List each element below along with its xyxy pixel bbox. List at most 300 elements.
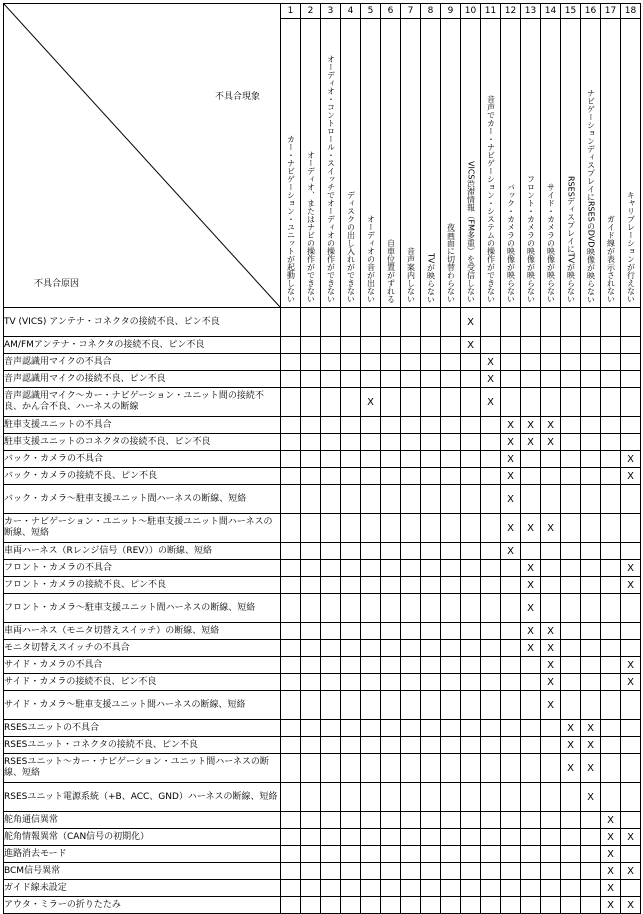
mark-cell: [361, 897, 381, 914]
mark-cell: [621, 388, 641, 417]
mark-cell: [621, 514, 641, 543]
mark-cell: [281, 485, 301, 514]
column-number: 1: [281, 4, 301, 19]
mark-cell: [301, 485, 321, 514]
mark-cell: [301, 308, 321, 337]
mark-cell: X: [601, 829, 621, 846]
mark-cell: [421, 783, 441, 812]
mark-cell: [281, 468, 301, 485]
mark-cell: [321, 434, 341, 451]
mark-cell: [501, 897, 521, 914]
mark-cell: [321, 354, 341, 371]
mark-cell: [581, 691, 601, 720]
mark-cell: [301, 594, 321, 623]
mark-cell: [361, 451, 381, 468]
mark-cell: [381, 640, 401, 657]
column-number: 8: [421, 4, 441, 19]
mark-cell: [401, 691, 421, 720]
mark-cell: X: [601, 880, 621, 897]
mark-cell: [421, 577, 441, 594]
fault-cause: ガイド線未設定: [4, 880, 281, 897]
mark-cell: [561, 880, 581, 897]
mark-cell: [561, 451, 581, 468]
mark-cell: [561, 543, 581, 560]
mark-cell: [321, 388, 341, 417]
mark-cell: [621, 354, 641, 371]
mark-cell: [541, 829, 561, 846]
mark-cell: [381, 485, 401, 514]
mark-cell: [461, 623, 481, 640]
mark-cell: X: [501, 485, 521, 514]
mark-cell: [341, 308, 361, 337]
mark-cell: [441, 543, 461, 560]
mark-cell: [561, 514, 581, 543]
mark-cell: X: [541, 640, 561, 657]
mark-cell: [441, 468, 461, 485]
fault-row: [4, 657, 641, 674]
mark-cell: X: [581, 783, 601, 812]
mark-cell: [361, 371, 381, 388]
mark-cell: [441, 783, 461, 812]
symptom-header: [601, 19, 621, 308]
mark-cell: [361, 812, 381, 829]
mark-cell: [321, 594, 341, 623]
mark-cell: [421, 485, 441, 514]
mark-cell: [581, 560, 601, 577]
symptom-header: [401, 19, 421, 308]
mark-cell: [381, 417, 401, 434]
mark-cell: [441, 812, 461, 829]
mark-cell: [361, 737, 381, 754]
mark-cell: [561, 691, 581, 720]
mark-cell: [581, 434, 601, 451]
mark-cell: [601, 485, 621, 514]
symptom-header: [441, 19, 461, 308]
mark-cell: [321, 371, 341, 388]
column-number: 9: [441, 4, 461, 19]
mark-cell: [481, 543, 501, 560]
mark-cell: X: [581, 737, 601, 754]
mark-cell: [301, 657, 321, 674]
mark-cell: [481, 720, 501, 737]
mark-cell: [541, 308, 561, 337]
mark-cell: [541, 880, 561, 897]
fault-row: [4, 754, 641, 783]
mark-cell: [501, 388, 521, 417]
mark-cell: [301, 829, 321, 846]
mark-cell: [421, 388, 441, 417]
mark-cell: [421, 417, 441, 434]
mark-cell: [421, 514, 441, 543]
mark-cell: X: [521, 623, 541, 640]
mark-cell: [401, 371, 421, 388]
mark-cell: [481, 308, 501, 337]
mark-cell: X: [461, 337, 481, 354]
fault-row: [4, 468, 641, 485]
mark-cell: [561, 337, 581, 354]
mark-cell: [481, 468, 501, 485]
mark-cell: [401, 720, 421, 737]
mark-cell: [501, 594, 521, 623]
mark-cell: [381, 657, 401, 674]
mark-cell: [481, 897, 501, 914]
mark-cell: X: [541, 691, 561, 720]
mark-cell: [501, 657, 521, 674]
mark-cell: [461, 434, 481, 451]
fault-row: [4, 783, 641, 812]
mark-cell: [341, 543, 361, 560]
mark-cell: [601, 674, 621, 691]
mark-cell: [581, 543, 601, 560]
fault-row: [4, 691, 641, 720]
mark-cell: X: [621, 577, 641, 594]
mark-cell: [361, 880, 381, 897]
mark-cell: [621, 434, 641, 451]
mark-cell: [561, 577, 581, 594]
mark-cell: [401, 846, 421, 863]
symptom-label: 音声案内しない: [406, 247, 416, 303]
mark-cell: [281, 691, 301, 720]
mark-cell: [401, 594, 421, 623]
mark-cell: [401, 754, 421, 783]
mark-cell: [521, 783, 541, 812]
column-number: 7: [401, 4, 421, 19]
fault-row: [4, 308, 641, 337]
mark-cell: X: [541, 623, 561, 640]
mark-cell: [461, 720, 481, 737]
symptom-label: ナビゲーションディスプレイにRSESのDVD映像が映らない: [586, 88, 596, 303]
mark-cell: [621, 543, 641, 560]
mark-cell: [461, 543, 481, 560]
mark-cell: [361, 846, 381, 863]
mark-cell: [461, 417, 481, 434]
mark-cell: [521, 754, 541, 783]
mark-cell: X: [521, 594, 541, 623]
symptom-label: オーディオの音が出ない: [366, 215, 376, 303]
mark-cell: [621, 720, 641, 737]
mark-cell: X: [621, 863, 641, 880]
mark-cell: [621, 737, 641, 754]
mark-cell: [461, 354, 481, 371]
fault-cause: バック・カメラの不具合: [4, 451, 281, 468]
mark-cell: [361, 783, 381, 812]
column-number: 3: [321, 4, 341, 19]
mark-cell: [321, 754, 341, 783]
mark-cell: [601, 354, 621, 371]
mark-cell: [381, 623, 401, 640]
mark-cell: [501, 880, 521, 897]
mark-cell: [381, 451, 401, 468]
mark-cell: [381, 577, 401, 594]
symptom-label: 夜画面に切替わらない: [446, 223, 456, 303]
mark-cell: [321, 560, 341, 577]
mark-cell: [341, 720, 361, 737]
mark-cell: [561, 829, 581, 846]
mark-cell: [301, 560, 321, 577]
fault-row: [4, 337, 641, 354]
mark-cell: [401, 737, 421, 754]
mark-cell: [561, 560, 581, 577]
mark-cell: [601, 468, 621, 485]
fault-cause: 音声認識用マイクの不具合: [4, 354, 281, 371]
fault-cause: バック・カメラ～駐車支援ユニット間ハーネスの断線、短絡: [4, 485, 281, 514]
mark-cell: [381, 674, 401, 691]
mark-cell: [421, 640, 441, 657]
symptom-label: オーディオ、またはナビの操作ができない: [306, 151, 316, 303]
mark-cell: [621, 308, 641, 337]
mark-cell: [381, 754, 401, 783]
mark-cell: [441, 371, 461, 388]
mark-cell: [481, 337, 501, 354]
mark-cell: [301, 388, 321, 417]
mark-cell: X: [561, 754, 581, 783]
mark-cell: [341, 354, 361, 371]
mark-cell: X: [621, 897, 641, 914]
mark-cell: [561, 640, 581, 657]
mark-cell: [281, 657, 301, 674]
mark-cell: X: [601, 863, 621, 880]
mark-cell: [301, 720, 321, 737]
mark-cell: [441, 846, 461, 863]
mark-cell: [361, 577, 381, 594]
mark-cell: [341, 468, 361, 485]
mark-cell: [461, 691, 481, 720]
mark-cell: [341, 623, 361, 640]
mark-cell: [541, 371, 561, 388]
mark-cell: [481, 846, 501, 863]
mark-cell: [541, 451, 561, 468]
fault-cause: サイド・カメラの接続不良、ピン不良: [4, 674, 281, 691]
mark-cell: [561, 308, 581, 337]
mark-cell: [481, 623, 501, 640]
mark-cell: [601, 720, 621, 737]
fault-row: [4, 560, 641, 577]
fault-cause: カー・ナビゲーション・ユニット～駐車支援ユニット間ハーネスの断線、短絡: [4, 514, 281, 543]
mark-cell: X: [521, 514, 541, 543]
fault-row: [4, 863, 641, 880]
mark-cell: [381, 846, 401, 863]
mark-cell: [301, 337, 321, 354]
mark-cell: [481, 754, 501, 783]
symptom-header: [281, 19, 301, 308]
mark-cell: [461, 451, 481, 468]
symptom-label: フロント・カメラの映像が映らない: [526, 175, 536, 303]
mark-cell: X: [521, 640, 541, 657]
mark-cell: [421, 880, 441, 897]
mark-cell: [401, 812, 421, 829]
column-number: 5: [361, 4, 381, 19]
mark-cell: [561, 371, 581, 388]
mark-cell: X: [621, 468, 641, 485]
mark-cell: [501, 560, 521, 577]
fault-row: [4, 417, 641, 434]
mark-cell: [381, 371, 401, 388]
mark-cell: [581, 880, 601, 897]
fault-cause: 車両ハーネス（Rレンジ信号（REV））の断線、短絡: [4, 543, 281, 560]
mark-cell: [561, 812, 581, 829]
mark-cell: [581, 863, 601, 880]
mark-cell: [321, 543, 341, 560]
mark-cell: [341, 737, 361, 754]
column-number: 4: [341, 4, 361, 19]
mark-cell: [401, 829, 421, 846]
mark-cell: [541, 897, 561, 914]
mark-cell: X: [501, 451, 521, 468]
mark-cell: [521, 451, 541, 468]
mark-cell: [521, 674, 541, 691]
fault-cause: 音声認識用マイク～カー・ナビゲーション・ユニット間の接続不良、かん合不良、ハーネスの断線: [4, 388, 281, 417]
mark-cell: [581, 674, 601, 691]
mark-cell: [401, 417, 421, 434]
mark-cell: [421, 354, 441, 371]
mark-cell: [341, 434, 361, 451]
mark-cell: [541, 485, 561, 514]
mark-cell: [321, 640, 341, 657]
mark-cell: [521, 388, 541, 417]
mark-cell: [461, 812, 481, 829]
corner-diagonal-line: [4, 4, 280, 307]
mark-cell: X: [541, 674, 561, 691]
mark-cell: [441, 897, 461, 914]
mark-cell: [461, 783, 481, 812]
mark-cell: [401, 577, 421, 594]
fault-cause: 車両ハーネス（モニタ切替えスイッチ）の断線、短絡: [4, 623, 281, 640]
mark-cell: [361, 417, 381, 434]
mark-cell: [341, 485, 361, 514]
mark-cell: X: [521, 560, 541, 577]
symptom-header: [581, 19, 601, 308]
mark-cell: [561, 897, 581, 914]
mark-cell: [361, 720, 381, 737]
column-number: 14: [541, 4, 561, 19]
mark-cell: [501, 577, 521, 594]
mark-cell: X: [521, 417, 541, 434]
mark-cell: [521, 485, 541, 514]
mark-cell: [441, 434, 461, 451]
mark-cell: [321, 514, 341, 543]
fault-row: [4, 737, 641, 754]
mark-cell: X: [521, 434, 541, 451]
mark-cell: [501, 737, 521, 754]
fault-cause: TV (VICS) アンテナ・コネクタの接続不良、ピン不良: [4, 308, 281, 337]
mark-cell: [481, 674, 501, 691]
mark-cell: [341, 371, 361, 388]
fault-cause: サイド・カメラ～駐車支援ユニット間ハーネスの断線、短絡: [4, 691, 281, 720]
mark-cell: [381, 783, 401, 812]
mark-cell: [621, 846, 641, 863]
mark-cell: [301, 451, 321, 468]
mark-cell: [361, 337, 381, 354]
mark-cell: [401, 674, 421, 691]
mark-cell: [581, 812, 601, 829]
mark-cell: [401, 623, 421, 640]
mark-cell: [441, 354, 461, 371]
mark-cell: [481, 594, 501, 623]
column-number: 16: [581, 4, 601, 19]
mark-cell: [381, 829, 401, 846]
mark-cell: [421, 720, 441, 737]
fault-row: [4, 514, 641, 543]
mark-cell: [361, 514, 381, 543]
mark-cell: [301, 354, 321, 371]
mark-cell: [401, 468, 421, 485]
mark-cell: [581, 371, 601, 388]
mark-cell: [581, 417, 601, 434]
mark-cell: [461, 468, 481, 485]
mark-cell: [481, 783, 501, 812]
mark-cell: [601, 417, 621, 434]
mark-cell: [421, 560, 441, 577]
mark-cell: [301, 417, 321, 434]
mark-cell: [481, 560, 501, 577]
column-number: 12: [501, 4, 521, 19]
mark-cell: [581, 308, 601, 337]
mark-cell: [621, 640, 641, 657]
mark-cell: X: [541, 434, 561, 451]
mark-cell: [321, 897, 341, 914]
mark-cell: [441, 337, 461, 354]
mark-cell: [461, 388, 481, 417]
mark-cell: [401, 543, 421, 560]
mark-cell: [561, 863, 581, 880]
mark-cell: [361, 543, 381, 560]
mark-cell: [361, 308, 381, 337]
mark-cell: [581, 623, 601, 640]
mark-cell: [441, 880, 461, 897]
mark-cell: [301, 623, 321, 640]
mark-cell: [361, 674, 381, 691]
mark-cell: [521, 657, 541, 674]
symptom-header: [421, 19, 441, 308]
mark-cell: [361, 468, 381, 485]
mark-cell: [401, 560, 421, 577]
mark-cell: [481, 812, 501, 829]
mark-cell: [601, 388, 621, 417]
fault-cause: 駐車支援ユニットの不具合: [4, 417, 281, 434]
mark-cell: [441, 417, 461, 434]
symptom-header: [561, 19, 581, 308]
mark-cell: [481, 657, 501, 674]
mark-cell: [301, 691, 321, 720]
mark-cell: [461, 640, 481, 657]
mark-cell: [441, 577, 461, 594]
mark-cell: X: [581, 754, 601, 783]
fault-cause: BCM信号異常: [4, 863, 281, 880]
mark-cell: [381, 388, 401, 417]
mark-cell: X: [521, 577, 541, 594]
mark-cell: [521, 308, 541, 337]
mark-cell: X: [481, 388, 501, 417]
column-number: 17: [601, 4, 621, 19]
mark-cell: [281, 560, 301, 577]
mark-cell: [501, 674, 521, 691]
mark-cell: [341, 337, 361, 354]
mark-cell: [481, 737, 501, 754]
mark-cell: [441, 691, 461, 720]
mark-cell: [601, 514, 621, 543]
mark-cell: [441, 737, 461, 754]
mark-cell: [601, 754, 621, 783]
mark-cell: [501, 308, 521, 337]
mark-cell: [341, 657, 361, 674]
mark-cell: [361, 560, 381, 577]
mark-cell: [501, 623, 521, 640]
mark-cell: [461, 577, 481, 594]
mark-cell: [481, 577, 501, 594]
symptom-header: [621, 19, 641, 308]
symptom-label: キャリブレーションが行えない: [626, 191, 636, 303]
mark-cell: [621, 623, 641, 640]
